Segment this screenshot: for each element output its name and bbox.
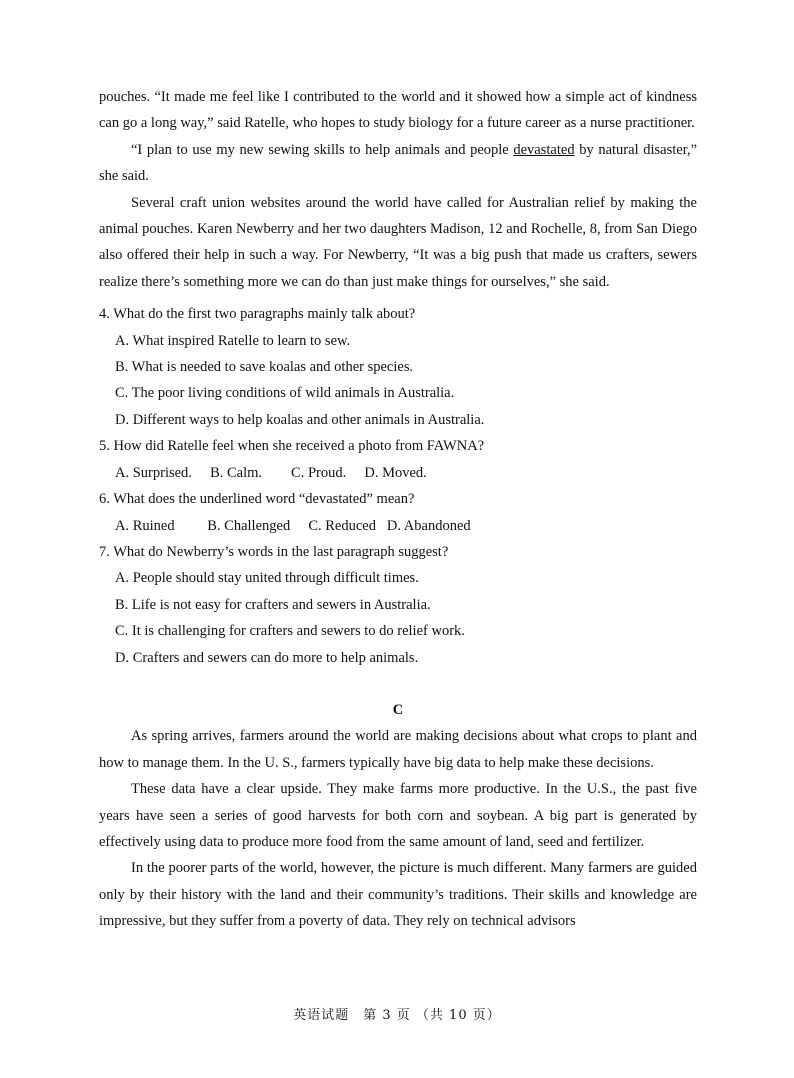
question-7: 7. What do Newberry’s words in the last paragraph suggest? (99, 543, 449, 560)
q5-options (99, 460, 697, 486)
paragraph-2-text-after: by natural disaster,” she said. (99, 141, 698, 185)
q4-option-a: A. What inspired Ratelle to learn to sew. (115, 332, 351, 349)
q6-option-d: D. Abandoned (386, 517, 471, 534)
q6-option-c: C. Reduced (308, 517, 376, 534)
q7-option-d: D. Crafters and sewers can do more to help animals. (115, 649, 419, 666)
q5-option-d: D. Moved. (364, 464, 427, 481)
q5-option-a: A. Surprised. (115, 464, 192, 481)
question-5: 5. How did Ratelle feel when she received a photo from FAWNA? (99, 438, 485, 455)
q6-options (99, 513, 697, 539)
page-content (99, 84, 697, 935)
question-block (99, 301, 697, 671)
paragraph-2-text-before: “I plan to use my new sewing skills to help animals and people (131, 141, 514, 158)
question-4: 4. What do the first two paragraphs mainly talk about? (99, 306, 416, 323)
underlined-word: devastated (513, 141, 575, 158)
passage-b-paragraph-3: Several craft union websites around the world have called for Australian relief by making the animal pouches. Karen Newberry and her two daughters Madison, 12 and Rochelle, 8, from San Diego also offered their help in such a way. For Newberry, “It was a big push that made us crafters, sewers realize there’s something more we can do than just make things for ourselves,” she said. (99, 194, 697, 290)
q4-option-c: C. The poor living conditions of wild animals in Australia. (115, 385, 455, 402)
q7-option-c: C. It is challenging for crafters and sewers to do relief work. (115, 623, 465, 640)
q6-option-a: A. Ruined (115, 517, 175, 534)
q5-option-c: C. Proud. (291, 464, 347, 481)
q7-option-a: A. People should stay united through difficult times. (115, 570, 419, 587)
passage-c-paragraph-1: As spring arrives, farmers around the world are making decisions about what crops to plant and how to manage them. In the U. S., farmers typically have big data to help make these decisions. (99, 728, 697, 771)
q4-option-b: B. What is needed to save koalas and other species. (115, 359, 414, 376)
question-6: 6. What does the underlined word “devastated” mean? (99, 491, 415, 508)
section-heading: C (392, 701, 404, 718)
passage-b-paragraph-2 (99, 137, 697, 190)
q7-option-b: B. Life is not easy for crafters and sewers in Australia. (115, 596, 431, 613)
page-footer: 英语试题 第 3 页 （共 10 页） (293, 1008, 501, 1023)
passage-c-paragraph-3: In the poorer parts of the world, however, the picture is much different. Many farmers are guided only by their history with the land and their community’s traditions. Their skills and knowledge are impressive, but they suffer from a poverty of data. They rely on technical advisors (99, 860, 697, 930)
q5-option-b: B. Calm. (210, 464, 263, 481)
q6-option-b: B. Challenged (207, 517, 291, 534)
passage-c-paragraph-2: These data have a clear upside. They make farms more productive. In the U.S., the past five years have seen a series of good harvests for both corn and soybean. A big part is generated by effectively using data to produce more food from the same amount of land, seed and fertilizer. (99, 781, 697, 850)
passage-b-paragraph-1: pouches. “It made me feel like I contributed to the world and it showed how a simple act of kindness can go a long way,” said Ratelle, who hopes to study biology for a future career as a nurse practitioner. (99, 89, 697, 132)
q4-option-d: D. Different ways to help koalas and other animals in Australia. (115, 411, 485, 428)
